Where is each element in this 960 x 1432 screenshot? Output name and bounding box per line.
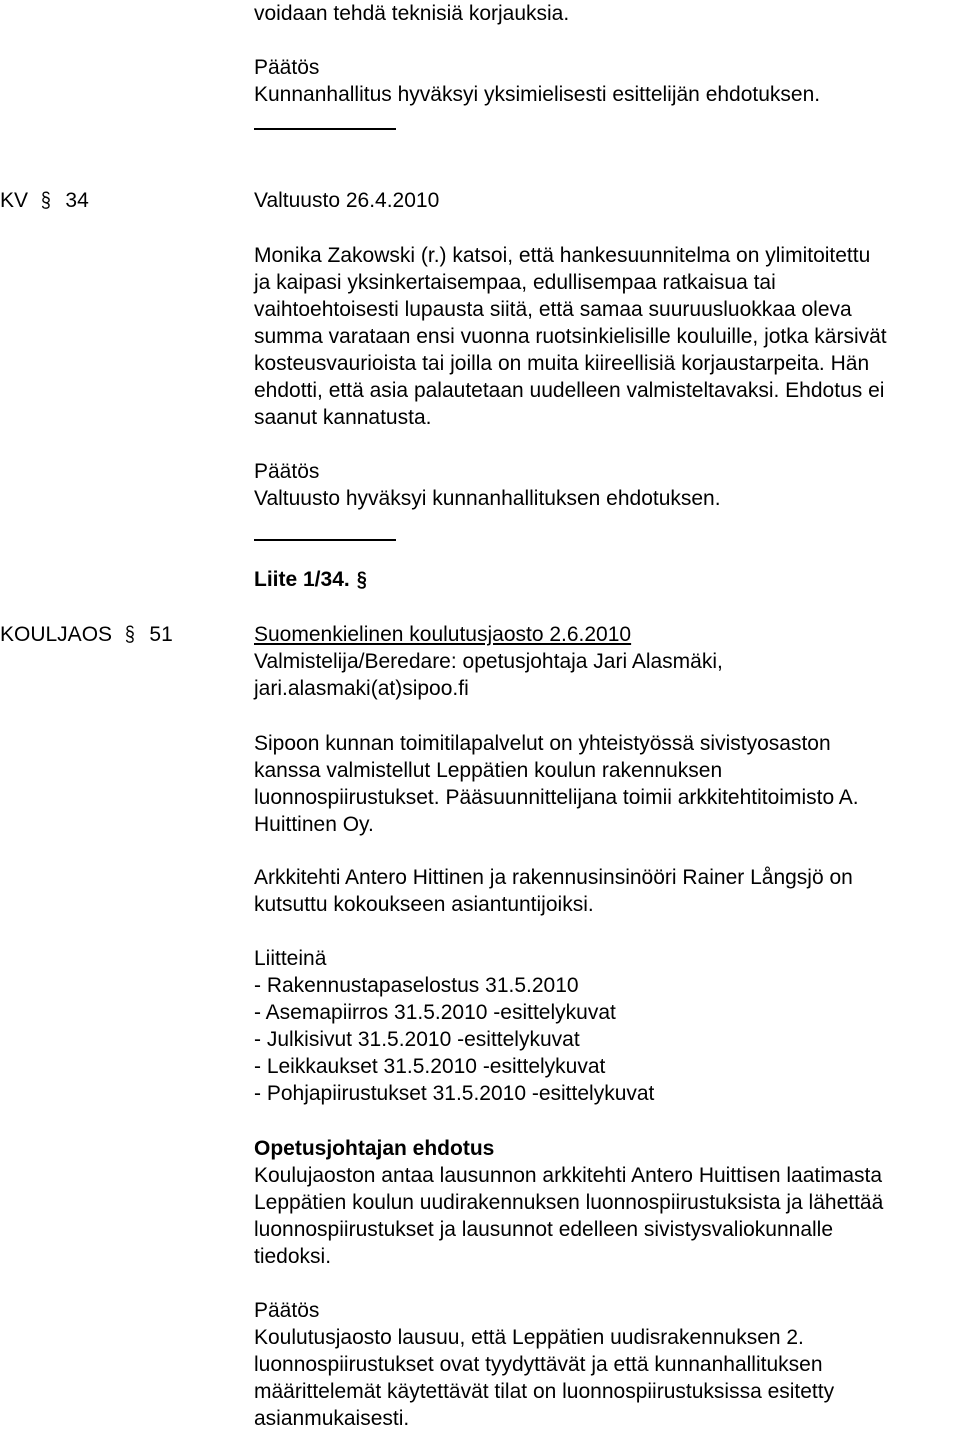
proposal-line: luonnospiirustukset ja lausunnot edelleen sivistysvaliokunnalle xyxy=(254,1218,834,1241)
decision-line: määrittelemät käytettävät tilat on luonnospiirustuksissa esitetty xyxy=(254,1380,835,1403)
decision-heading: Päätös xyxy=(254,460,320,483)
kouljaos-code: KOULJAOS xyxy=(0,623,113,646)
paragraph-line: Arkkitehti Antero Hittinen ja rakennusinsinööri Rainer Långsjö on xyxy=(254,866,853,889)
list-item: - Rakennustapaselostus 31.5.2010 xyxy=(254,974,579,997)
paragraph-line: luonnospiirustukset. Pääsuunnittelijana toimii arkkitehtitoimisto A. xyxy=(254,786,859,809)
decision-1 xyxy=(254,54,960,108)
decision-heading: Päätös xyxy=(254,56,320,79)
discussion-line: ehdotti, että asia palautetaan uudelleen valmisteltavaksi. Ehdotus ei xyxy=(254,379,885,402)
decision-line: Koulutusjaosto lausuu, että Leppätien uudisrakennuksen 2. xyxy=(254,1326,804,1349)
attachment-label: Liite 1/34. xyxy=(254,568,350,591)
kv-decision xyxy=(254,458,960,512)
section-symbol: § xyxy=(356,568,367,591)
list-item: - Pohjapiirustukset 31.5.2010 -esittelykuvat xyxy=(254,1082,655,1105)
kv-discussion xyxy=(254,242,960,431)
kv-header xyxy=(254,187,960,214)
intro-line: voidaan tehdä teknisiä korjauksia. xyxy=(254,2,570,25)
paragraph-line: kutsuttu kokoukseen asiantuntijoiksi. xyxy=(254,893,594,916)
paragraph-line: kanssa valmistellut Leppätien koulun rakennuksen xyxy=(254,759,723,782)
final-decision xyxy=(254,1297,960,1432)
kouljaos-number: 51 xyxy=(149,623,173,646)
section-symbol: § xyxy=(40,189,51,212)
proposal-section xyxy=(254,1135,960,1270)
proposal-heading: Opetusjohtajan ehdotus xyxy=(254,1137,495,1160)
preparer-line: Valmistelija/Beredare: opetusjohtaja Jari Alasmäki, xyxy=(254,650,723,673)
kouljaos-paragraph-1 xyxy=(254,730,960,838)
discussion-line: vaihtoehtoisesti lupausta siitä, että samaa suuruusluokkaa oleva xyxy=(254,298,852,321)
kv-code: KV xyxy=(0,189,29,212)
proposal-line: Koulujaoston antaa lausunnon arkkitehti Antero Huittisen laatimasta xyxy=(254,1164,883,1187)
discussion-line: saanut kannatusta. xyxy=(254,406,432,429)
kouljaos-section-marker xyxy=(0,621,173,648)
intro-text xyxy=(254,0,960,27)
preparer-email: jari.alasmaki(at)sipoo.fi xyxy=(254,677,469,700)
kouljaos-paragraph-2 xyxy=(254,864,960,918)
separator-line xyxy=(254,128,396,130)
decision-line: luonnospiirustukset ovat tyydyttävät ja että kunnanhallituksen xyxy=(254,1353,823,1376)
list-item: - Asemapiirros 31.5.2010 -esittelykuvat xyxy=(254,1001,616,1024)
kv-number: 34 xyxy=(65,189,89,212)
paragraph-line: Sipoon kunnan toimitilapalvelut on yhteistyössä sivistyosaston xyxy=(254,732,831,755)
list-item: - Julkisivut 31.5.2010 -esittelykuvat xyxy=(254,1028,580,1051)
decision-line: asianmukaisesti. xyxy=(254,1407,410,1430)
attachments-list xyxy=(254,945,960,1107)
paragraph-line: Huittinen Oy. xyxy=(254,813,374,836)
decision-text: Kunnanhallitus hyväksyi yksimielisesti esittelijän ehdotuksen. xyxy=(254,83,821,106)
attachment-reference xyxy=(254,566,960,593)
discussion-line: ja kaipasi yksinkertaisempaa, edullisempaa ratkaisua tai xyxy=(254,271,776,294)
discussion-line: summa varataan ensi vuonna ruotsinkielisille kouluille, jotka kärsivät xyxy=(254,325,887,348)
kv-body-date: Valtuusto 26.4.2010 xyxy=(254,189,440,212)
discussion-line: Monika Zakowski (r.) katsoi, että hankesuunnitelma on ylimitoitettu xyxy=(254,244,871,267)
attachments-heading: Liitteinä xyxy=(254,947,327,970)
proposal-line: tiedoksi. xyxy=(254,1245,332,1268)
decision-heading: Päätös xyxy=(254,1299,320,1322)
decision-text: Valtuusto hyväksyi kunnanhallituksen ehdotuksen. xyxy=(254,487,721,510)
list-item: - Leikkaukset 31.5.2010 -esittelykuvat xyxy=(254,1055,606,1078)
kouljaos-body-date: Suomenkielinen koulutusjaosto 2.6.2010 xyxy=(254,623,632,646)
separator-line xyxy=(254,539,396,541)
kouljaos-header xyxy=(254,621,960,702)
kv-section-marker xyxy=(0,187,89,214)
proposal-line: Leppätien koulun uudirakennuksen luonnospiirustuksista ja lähettää xyxy=(254,1191,884,1214)
section-symbol: § xyxy=(124,623,135,646)
discussion-line: kosteusvaurioista tai joilla on muita kiireellisiä korjaustarpeita. Hän xyxy=(254,352,870,375)
